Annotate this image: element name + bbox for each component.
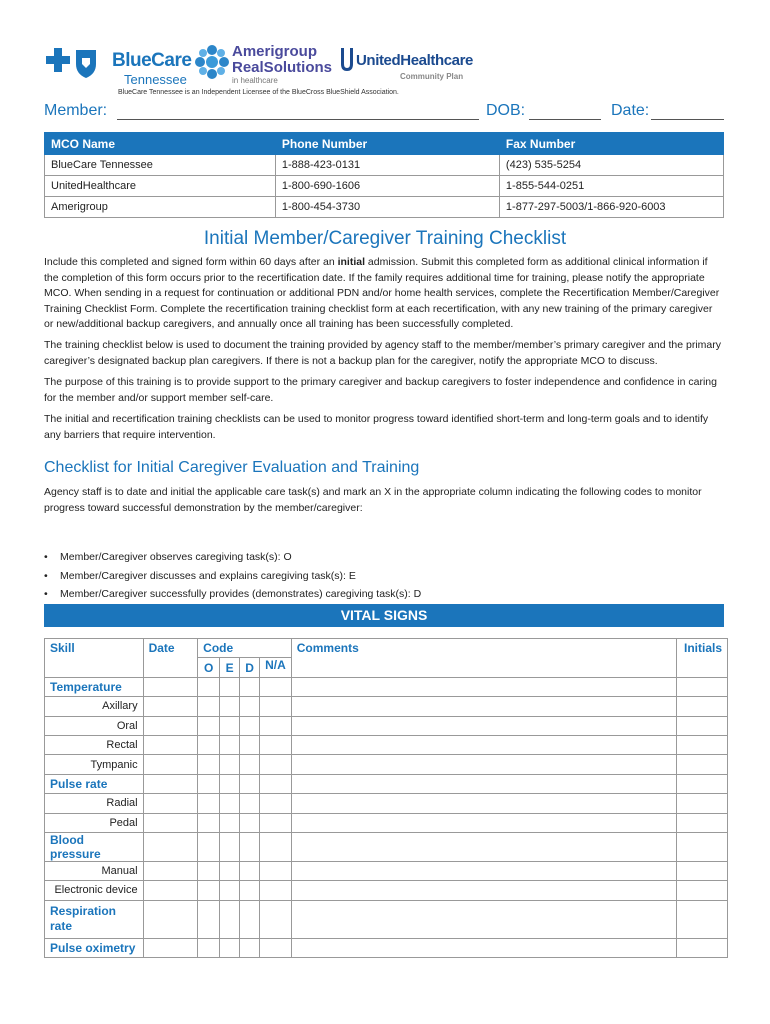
fax-cell: (423) 535-5254 [499,155,723,176]
comments-cell[interactable] [291,938,676,957]
code-d-cell[interactable] [240,900,260,938]
phone-number-header: Phone Number [275,133,499,155]
table-row [45,176,724,197]
initials-cell[interactable] [677,900,728,938]
code-e-cell[interactable] [220,735,240,754]
skill-sub-label: Radial [45,794,144,813]
table-row [45,881,728,900]
skill-header: Skill [45,639,144,658]
initials-cell[interactable] [677,697,728,716]
date-cell[interactable] [143,881,198,900]
table-row [45,832,728,861]
code-e-cell[interactable] [220,794,240,813]
vital-signs-table [44,638,728,958]
initials-cell[interactable] [677,861,728,880]
date-cell[interactable] [143,716,198,735]
skill-category-label: Temperature [45,677,144,696]
code-e-header: E [220,658,240,677]
code-na-cell[interactable] [260,813,292,832]
code-na-cell[interactable] [260,861,292,880]
code-na-cell[interactable] [260,697,292,716]
intro-bold-initial: initial [337,256,366,268]
code-e-cell[interactable] [220,938,240,957]
date-cell[interactable] [143,755,198,774]
skill-category-label: Blood pressure [45,832,144,861]
amerigroup-flower-icon [194,44,230,80]
date-cell[interactable] [143,677,198,696]
list-item: • Member/Caregiver successfully provides (demonstrates) caregiving task(s): D [44,585,421,604]
intro-paragraph [44,255,724,333]
comments-cell[interactable] [291,677,676,696]
code-e-cell[interactable] [220,716,240,735]
comments-cell[interactable] [291,832,676,861]
initials-cell[interactable] [677,938,728,957]
code-na-cell[interactable] [260,832,292,861]
unitedhealthcare-subtext: Community Plan [400,72,464,81]
mco-name-cell: BlueCare Tennessee [45,155,276,176]
code-e-cell[interactable] [220,900,240,938]
mco-contact-table [44,132,724,218]
initials-header: Initials [677,639,728,658]
bluecross-blueshield-logo-icon [44,48,104,78]
code-na-cell[interactable] [260,716,292,735]
comments-header: Comments [291,639,676,658]
code-e-cell[interactable] [220,861,240,880]
skill-sub-label: Pedal [45,813,144,832]
blank-cell [45,658,144,677]
skill-category-label: Respiration rate [45,900,144,938]
training-paragraph: The training checklist below is used to document the training provided by agency staff to the member/member’s primary caregiver and the primary caregiver’s designated backup plan caregivers. If there is not a backup plan for the caregiver, notify the appropriate MCO to discuss. [44,339,721,367]
code-d-cell[interactable] [240,677,260,696]
date-cell[interactable] [143,832,198,861]
dob-label: DOB: [486,102,526,119]
code-e-cell[interactable] [220,813,240,832]
skills-header-row [45,639,728,658]
date-cell[interactable] [143,861,198,880]
code-na-cell[interactable] [260,677,292,696]
member-label: Member: [44,102,108,119]
initials-cell[interactable] [677,774,728,793]
code-o-cell[interactable] [198,677,220,696]
code-e-cell[interactable] [220,881,240,900]
progress-paragraph: The initial and recertification training checklists can be used to monitor progress toward identified short-term and long-term goals and to identify any barriers that require intervention. [44,413,709,441]
code-na-cell[interactable] [260,774,292,793]
code-d-cell[interactable] [240,716,260,735]
checklist-subtitle: Checklist for Initial Caregiver Evaluation and Training [44,459,420,476]
initials-cell[interactable] [677,735,728,754]
code-o-cell[interactable] [198,774,220,793]
initials-cell[interactable] [677,794,728,813]
table-row [45,735,728,754]
code-e-cell[interactable] [220,697,240,716]
code-d-header: D [240,658,260,677]
comments-cell[interactable] [291,774,676,793]
code-e-cell[interactable] [220,832,240,861]
code-o-cell[interactable] [198,813,220,832]
code-o-cell[interactable] [198,716,220,735]
mco-table-header [45,133,724,155]
blank-cell [291,658,676,677]
comments-cell[interactable] [291,735,676,754]
code-na-cell[interactable] [260,735,292,754]
code-o-cell[interactable] [198,697,220,716]
initials-cell[interactable] [677,881,728,900]
code-d-cell[interactable] [240,794,260,813]
amerigroup-subtext: in healthcare [232,76,278,85]
code-d-cell[interactable] [240,813,260,832]
initials-cell[interactable] [677,755,728,774]
dob-field[interactable] [529,119,601,120]
fax-cell: 1-855-544-0251 [499,176,723,197]
comments-cell[interactable] [291,881,676,900]
code-d-cell[interactable] [240,774,260,793]
list-item: • Member/Caregiver discusses and explains caregiving task(s): E [44,567,421,586]
code-d-cell[interactable] [240,938,260,957]
bluecare-subname: Tennessee [124,72,187,87]
comments-cell[interactable] [291,755,676,774]
code-e-cell[interactable] [220,755,240,774]
code-d-cell[interactable] [240,735,260,754]
fax-number-header: Fax Number [499,133,723,155]
skill-sub-label: Manual [45,861,144,880]
table-row [45,900,728,938]
comments-cell[interactable] [291,861,676,880]
list-item: • Member/Caregiver observes caregiving task(s): O [44,548,421,567]
table-row [45,794,728,813]
code-na-cell[interactable] [260,938,292,957]
table-row [45,813,728,832]
intro-text-before: Include this completed and signed form within 60 days after an [44,256,338,268]
code-o-cell[interactable] [198,861,220,880]
date-cell[interactable] [143,813,198,832]
initials-cell[interactable] [677,677,728,696]
initials-cell[interactable] [677,813,728,832]
table-row [45,938,728,957]
table-row [45,755,728,774]
table-row [45,697,728,716]
table-row [45,774,728,793]
code-o-cell[interactable] [198,755,220,774]
vital-signs-header: VITAL SIGNS [44,604,724,627]
code-o-cell[interactable] [198,794,220,813]
code-e-cell[interactable] [220,677,240,696]
code-d-cell[interactable] [240,861,260,880]
licensee-note: BlueCare Tennessee is an Independent Licensee of the BlueCross BlueShield Association. [118,89,399,96]
code-d-cell[interactable] [240,881,260,900]
mco-name-cell: Amerigroup [45,197,276,218]
unitedhealthcare-u-icon [340,46,354,72]
fax-cell: 1-877-297-5003/1-866-920-6003 [499,197,723,218]
amerigroup-tagline: RealSolutions [232,59,333,76]
purpose-paragraph: The purpose of this training is to provide support to the primary caregiver and backup caregivers to foster independence and confidence in caring for the member and/or support member self-care. [44,376,717,404]
comments-cell[interactable] [291,813,676,832]
phone-cell: 1-800-690-1606 [275,176,499,197]
skill-sub-label: Axillary [45,697,144,716]
comments-cell[interactable] [291,794,676,813]
date-cell[interactable] [143,794,198,813]
comments-cell[interactable] [291,900,676,938]
amerigroup-name: Amerigroup [232,43,318,60]
skill-category-label: Pulse oximetry [45,938,144,957]
skill-sub-label: Tympanic [45,755,144,774]
date-cell[interactable] [143,697,198,716]
table-row [45,155,724,176]
code-o-cell[interactable] [198,900,220,938]
code-e-cell[interactable] [220,774,240,793]
code-na-cell[interactable] [260,794,292,813]
checklist-intro: Agency staff is to date and initial the applicable care task(s) and mark an X in the appropriate column indicating the following codes to monitor progress toward successful demonstration by the member/caregiver: [44,486,702,514]
date-header: Date [143,639,198,658]
intro-text-after: admission. Submit this completed form as additional clinical information if the completion of this form occurs prior to the recertification date. If the family requires additional time for training, please notify the appropriate MCO. When sending in a request for continuation or additional PDN and/or home health services, complete the Recertification Member/Caregiver Training Checklist Form. Complete the recertification training checklist form at each recertification, with any new training of the primary caregiver or new/additional backup caregivers, and annually once all training has been successfully completed. [44,256,720,331]
skill-category-label: Pulse rate [45,774,144,793]
code-d-cell[interactable] [240,697,260,716]
code-subheader-row [45,658,728,677]
member-field[interactable] [117,119,479,120]
phone-cell: 1-888-423-0131 [275,155,499,176]
code-header: Code [198,639,292,658]
blank-cell [143,658,198,677]
date-cell[interactable] [143,774,198,793]
date-cell[interactable] [143,938,198,957]
phone-cell: 1-800-454-3730 [275,197,499,218]
blank-cell [677,658,728,677]
table-row [45,197,724,218]
date-label: Date: [611,102,650,119]
comments-cell[interactable] [291,697,676,716]
table-row [45,716,728,735]
code-o-cell[interactable] [198,735,220,754]
code-na-cell[interactable] [260,881,292,900]
comments-cell[interactable] [291,716,676,735]
page-title: Initial Member/Caregiver Training Checklist [203,228,567,249]
skill-sub-label: Electronic device [45,881,144,900]
date-cell[interactable] [143,900,198,938]
code-na-cell[interactable] [260,755,292,774]
code-o-header: O [198,658,220,677]
code-d-cell[interactable] [240,755,260,774]
code-o-cell[interactable] [198,832,220,861]
code-na-header: N/A [260,658,292,677]
code-o-cell[interactable] [198,938,220,957]
skill-sub-label: Rectal [45,735,144,754]
date-field[interactable] [651,119,724,120]
mco-name-header: MCO Name [45,133,276,155]
code-d-cell[interactable] [240,832,260,861]
code-o-cell[interactable] [198,881,220,900]
unitedhealthcare-name: UnitedHealthcare [356,52,473,69]
initials-cell[interactable] [677,832,728,861]
code-na-cell[interactable] [260,900,292,938]
bluecare-name: BlueCare [112,50,192,71]
table-row [45,677,728,696]
table-row [45,861,728,880]
date-cell[interactable] [143,735,198,754]
initials-cell[interactable] [677,716,728,735]
mco-name-cell: UnitedHealthcare [45,176,276,197]
skill-sub-label: Oral [45,716,144,735]
skill-rows [45,677,728,957]
